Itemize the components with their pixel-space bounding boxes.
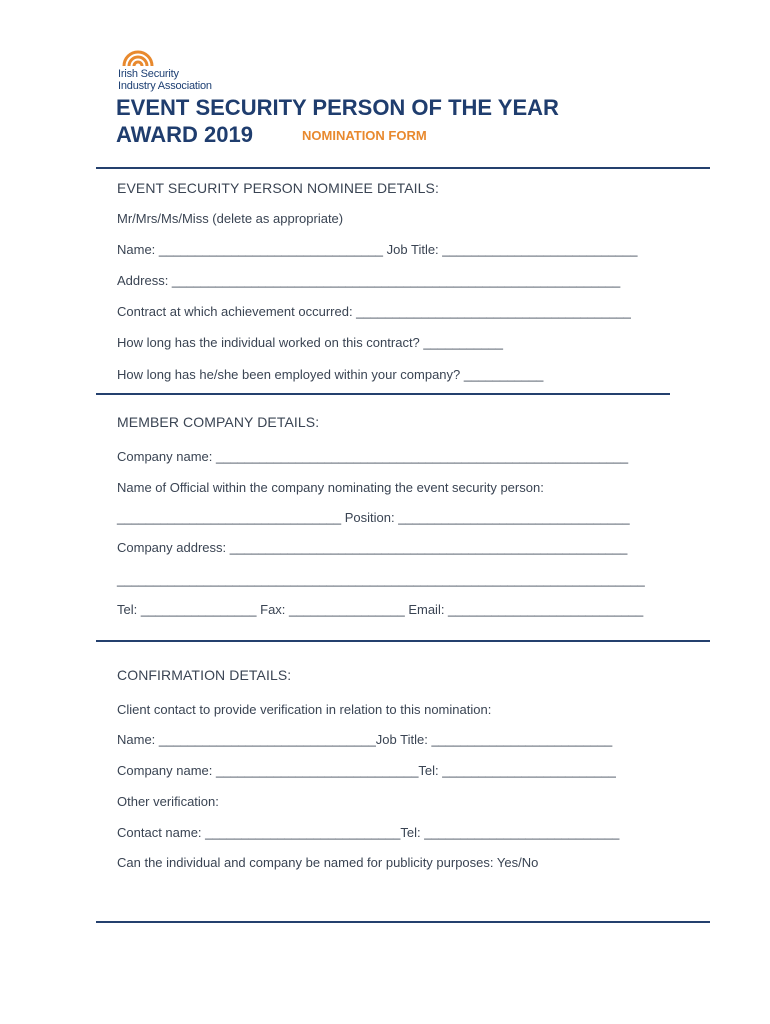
company-address-field[interactable]: Company address: _______________________________________________________ [117,540,628,555]
company-address-line-2-field[interactable]: _________________________________________________________________________ [117,572,645,587]
client-name-job-field[interactable]: Name: ______________________________Job Title: _________________________ [117,732,613,747]
logo-line-2: Industry Association [118,80,212,92]
divider-nominee [96,393,670,395]
duration-contract-field[interactable]: How long has the individual worked on this contract? ___________ [117,335,503,350]
official-position-field[interactable]: _______________________________ Position: ________________________________ [117,510,630,525]
official-label: Name of Official within the company nominating the event security person: [117,480,544,495]
logo-line-1: Irish Security [118,68,179,80]
member-heading: MEMBER COMPANY DETAILS: [117,414,320,430]
other-verification-label: Other verification: [117,794,219,809]
duration-company-field[interactable]: How long has he/she been employed within your company? ___________ [117,367,544,382]
divider-bottom [96,921,710,923]
company-name-field[interactable]: Company name: _________________________________________________________ [117,449,629,464]
nominee-address-field[interactable]: Address: ______________________________________________________________ [117,273,621,288]
salutation-field[interactable]: Mr/Mrs/Ms/Miss (delete as appropriate) [117,211,344,226]
nominee-heading: EVENT SECURITY PERSON NOMINEE DETAILS: [117,180,439,196]
client-company-tel-field[interactable]: Company name: ____________________________Tel: ________________________ [117,763,616,778]
publicity-question[interactable]: Can the individual and company be named for publicity purposes: Yes/No [117,855,539,870]
logo [118,42,238,98]
logo-text [118,68,212,92]
confirmation-heading: CONFIRMATION DETAILS: [117,667,292,683]
title-line-2: AWARD 2019 [116,122,253,147]
logo-mark [120,42,156,68]
title-line-1: EVENT SECURITY PERSON OF THE YEAR [116,95,559,120]
contract-field[interactable]: Contract at which achievement occurred: ______________________________________ [117,304,631,319]
divider-top [96,167,710,169]
nominee-name-job-field[interactable]: Name: _______________________________ Job Title: ___________________________ [117,242,638,257]
client-contact-label: Client contact to provide verification in relation to this nomination: [117,702,492,717]
divider-member [96,640,710,642]
form-subtitle: NOMINATION FORM [302,128,427,143]
tel-fax-email-field[interactable]: Tel: ________________ Fax: ________________ Email: ___________________________ [117,602,644,617]
contact-name-tel-field[interactable]: Contact name: ___________________________Tel: ___________________________ [117,825,620,840]
